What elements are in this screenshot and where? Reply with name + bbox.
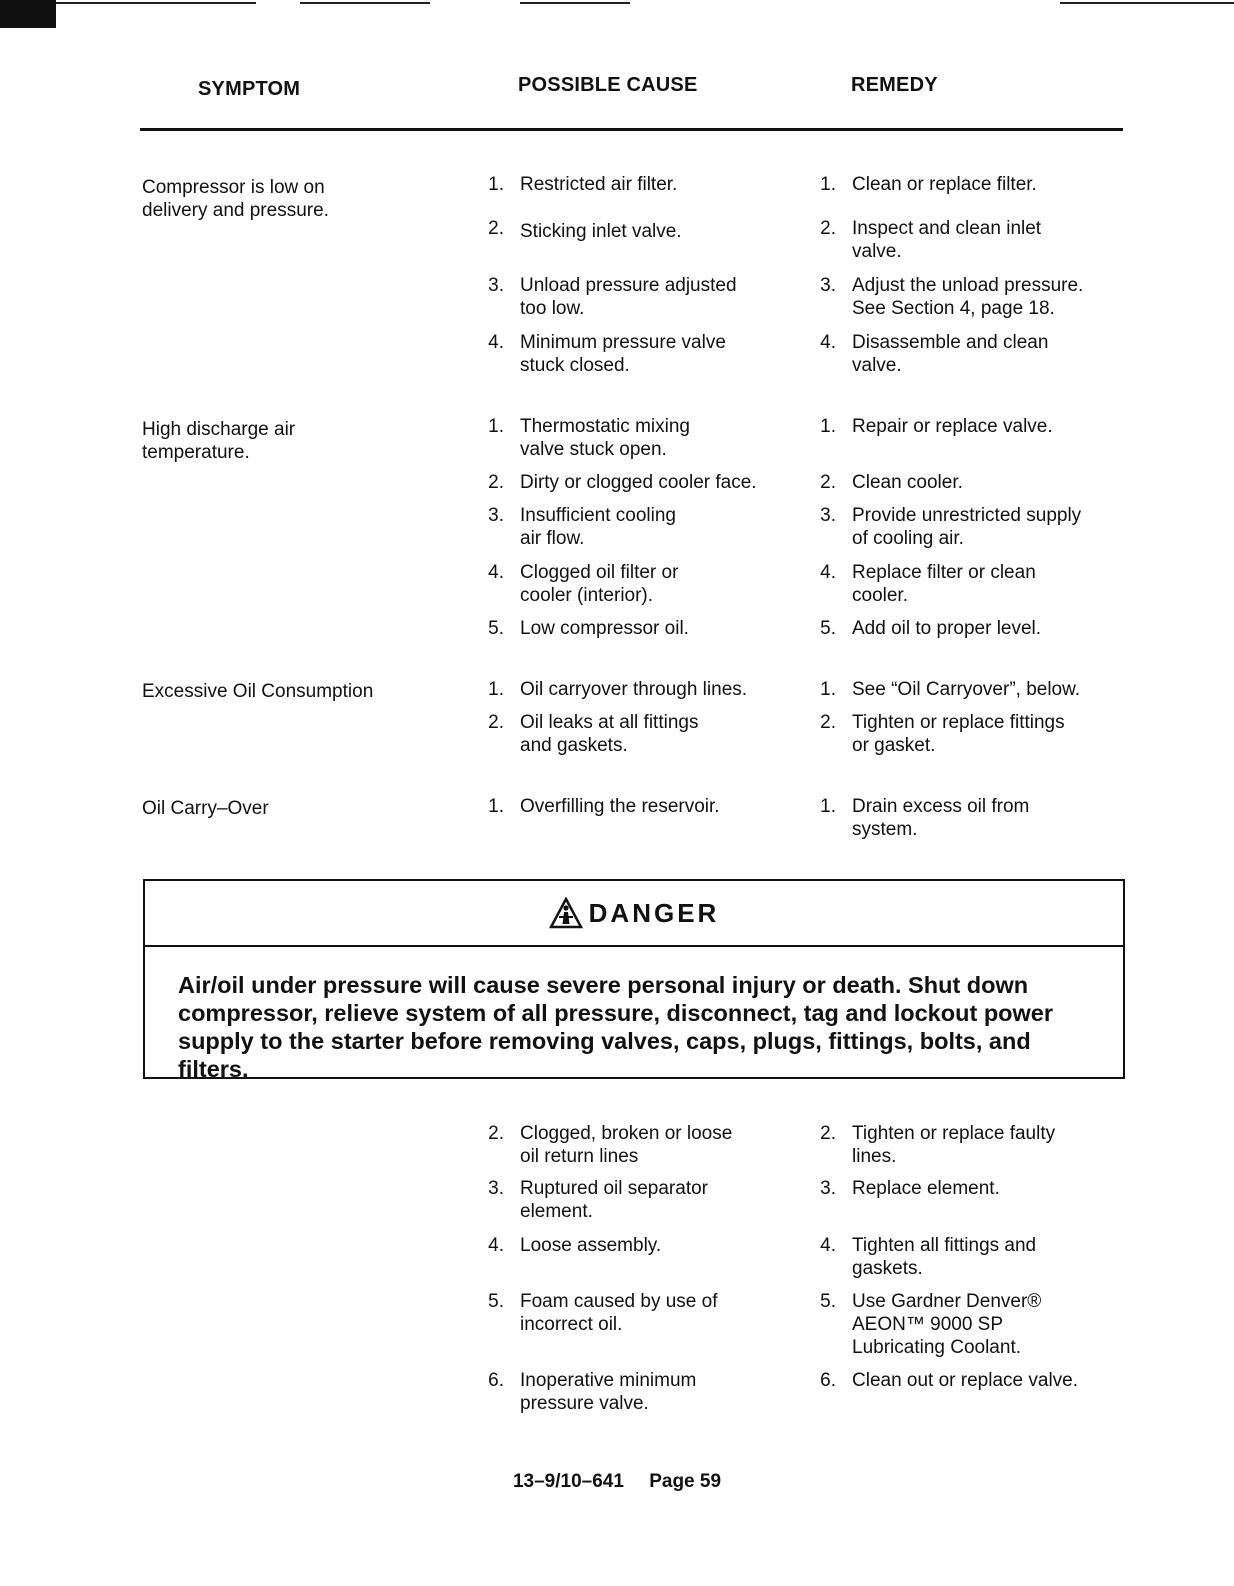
remedy: Replace filter or clean cooler. (852, 562, 1036, 606)
item-number: 2. (488, 218, 504, 239)
item-number: 3. (820, 1178, 836, 1199)
symptom-high-discharge-temp (142, 418, 442, 464)
possible-cause: Oil leaks at all fittings and gaskets. (520, 712, 699, 756)
item-number: 4. (820, 332, 836, 353)
item-number: 3. (488, 275, 504, 296)
item-number: 2. (488, 1123, 504, 1144)
item-number: 2. (488, 712, 504, 733)
top-edge-rule (1060, 2, 1234, 4)
item-number: 4. (820, 1235, 836, 1256)
remedy: Drain excess oil from system. (852, 796, 1030, 840)
remedy: Inspect and clean inlet valve. (852, 218, 1042, 262)
column-header-remedy: REMEDY (851, 74, 938, 96)
remedy: Adjust the unload pressure. See Section 4, page 18. (852, 275, 1084, 319)
page-footer (0, 1471, 1234, 1493)
remedy: Clean or replace filter. (852, 174, 1037, 195)
danger-message: Air/oil under pressure will cause severe personal injury or death. Shut down compressor, relieve system of all pressure, disconnect, tag and lockout power supply to the starter before removing valves, caps, plugs, fittings, bolts, and filters. (178, 972, 1054, 1082)
item-number: 5. (820, 1291, 836, 1312)
danger-header (145, 881, 1123, 947)
top-edge-rule (520, 2, 630, 4)
remedy: Tighten all fittings and gaskets. (852, 1235, 1037, 1279)
item-number: 3. (488, 1178, 504, 1199)
remedy: Use Gardner Denver® AEON™ 9000 SP Lubricating Coolant. (852, 1291, 1042, 1358)
symptom-excessive-oil-consumption (142, 680, 462, 703)
item-number: 5. (820, 618, 836, 639)
item-number: 3. (820, 275, 836, 296)
remedy: Repair or replace valve. (852, 416, 1053, 437)
item-number: 2. (820, 1123, 836, 1144)
remedy: Clean out or replace valve. (852, 1370, 1079, 1391)
possible-cause: Sticking inlet valve. (520, 221, 682, 242)
remedy: Provide unrestricted supply of cooling air. (852, 505, 1082, 549)
symptom-text: Excessive Oil Consumption (142, 681, 374, 702)
header-divider (140, 128, 1123, 131)
column-header-symptom: SYMPTOM (198, 78, 301, 100)
top-edge-rule (300, 2, 430, 4)
item-number: 3. (820, 505, 836, 526)
symptom-low-delivery (142, 176, 442, 222)
symptom-oil-carry-over (142, 797, 442, 820)
page-number: Page 59 (649, 1471, 722, 1492)
item-number: 2. (820, 712, 836, 733)
remedy: Replace element. (852, 1178, 1000, 1199)
column-header-possible-cause: POSSIBLE CAUSE (518, 74, 698, 96)
item-number: 1. (820, 679, 836, 700)
item-number: 1. (820, 796, 836, 817)
item-number: 4. (488, 562, 504, 583)
possible-cause: Inoperative minimum pressure valve. (520, 1370, 697, 1414)
possible-cause: Dirty or clogged cooler face. (520, 472, 757, 493)
remedy: Disassemble and clean valve. (852, 332, 1049, 376)
item-number: 4. (488, 332, 504, 353)
possible-cause: Loose assembly. (520, 1235, 662, 1256)
symptom-text: Oil Carry–Over (142, 798, 269, 819)
item-number: 1. (488, 796, 504, 817)
item-number: 4. (488, 1235, 504, 1256)
possible-cause: Oil carryover through lines. (520, 679, 748, 700)
item-number: 3. (488, 505, 504, 526)
item-number: 4. (820, 562, 836, 583)
item-number: 1. (820, 174, 836, 195)
item-number: 1. (820, 416, 836, 437)
item-number: 5. (488, 1291, 504, 1312)
possible-cause: Foam caused by use of incorrect oil. (520, 1291, 718, 1335)
possible-cause: Restricted air filter. (520, 174, 678, 195)
symptom-text: Compressor is low on delivery and pressure. (142, 177, 329, 221)
item-number: 1. (488, 416, 504, 437)
item-number: 5. (488, 618, 504, 639)
possible-cause: Ruptured oil separator element. (520, 1178, 708, 1222)
corner-registration-mark (0, 0, 56, 28)
possible-cause: Insufficient cooling air flow. (520, 505, 676, 549)
item-number: 2. (488, 472, 504, 493)
document-number: 13–9/10–641 (512, 1471, 624, 1492)
possible-cause: Thermostatic mixing valve stuck open. (520, 416, 690, 460)
warning-triangle-icon (549, 897, 583, 929)
remedy: Tighten or replace faulty lines. (852, 1123, 1056, 1167)
item-number: 1. (488, 679, 504, 700)
remedy: See “Oil Carryover”, below. (852, 679, 1081, 700)
item-number: 6. (820, 1370, 836, 1391)
remedy: Clean cooler. (852, 472, 963, 493)
possible-cause: Clogged oil filter or cooler (interior). (520, 562, 679, 606)
possible-cause: Low compressor oil. (520, 618, 689, 639)
item-number: 2. (820, 218, 836, 239)
danger-notice (143, 879, 1125, 1082)
remedy: Tighten or replace fittings or gasket. (852, 712, 1065, 756)
danger-label: DANGER (588, 897, 720, 928)
possible-cause: Overfilling the reservoir. (520, 796, 720, 817)
possible-cause: Minimum pressure valve stuck closed. (520, 332, 726, 376)
item-number: 1. (488, 174, 504, 195)
item-number: 6. (488, 1370, 504, 1391)
possible-cause: Clogged, broken or loose oil return lines (520, 1123, 733, 1167)
possible-cause: Unload pressure adjusted too low. (520, 275, 737, 319)
top-edge-rule (56, 2, 256, 4)
remedy: Add oil to proper level. (852, 618, 1042, 639)
item-number: 2. (820, 472, 836, 493)
symptom-text: High discharge air temperature. (142, 419, 296, 463)
